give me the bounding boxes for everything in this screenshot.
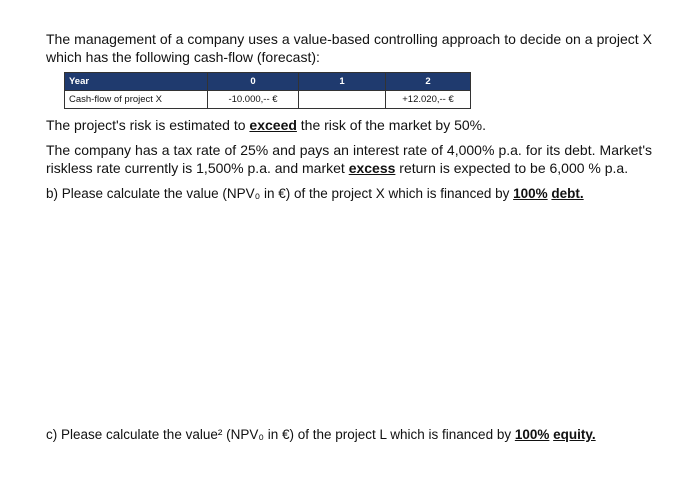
risk-text-before: The project's risk is estimated to <box>46 117 250 133</box>
header-year-1: 1 <box>299 73 386 91</box>
question-b-financing: debt. <box>551 186 584 201</box>
header-year-0: 0 <box>208 73 299 91</box>
question-c-percent: 100% <box>514 427 550 442</box>
table-row <box>65 91 471 109</box>
tax-text-before: The company has a tax rate of 25% and pays an interest rate of 4,000% p.a. for its debt. Market's riskless rate currently is 1,500% p.a. and market <box>46 142 652 176</box>
question-c-text: c) Please calculate the value² (NPV₀ in €) of the project L which is financed by <box>46 427 515 442</box>
row-label: Cash-flow of project X <box>65 91 208 109</box>
cash-flow-year-1 <box>299 91 386 109</box>
intro-paragraph: The management of a company uses a value-based controlling approach to decide on a project X which has the following cash-flow (forecast): <box>46 31 652 65</box>
risk-paragraph <box>46 116 652 134</box>
risk-text-after: the risk of the market by 50%. <box>296 117 486 133</box>
cash-flow-year-2: +12.020,-- € <box>386 91 471 109</box>
table-header-row <box>65 73 471 91</box>
question-b-text: b) Please calculate the value (NPV₀ in €) of the project X which is financed by <box>46 186 514 201</box>
header-year-2: 2 <box>386 73 471 91</box>
cash-flow-table <box>64 72 471 109</box>
question-c-financing: equity. <box>553 427 596 442</box>
tax-paragraph <box>46 141 652 177</box>
question-b-percent: 100% <box>513 186 548 201</box>
tax-text-after: return is expected to be 6,000 % p.a. <box>395 160 629 176</box>
tax-emphasis: excess <box>348 160 396 176</box>
question-b <box>46 185 652 203</box>
risk-emphasis: exceed <box>249 117 297 133</box>
cash-flow-year-0: -10.000,-- € <box>208 91 299 109</box>
exercise-page <box>46 30 652 442</box>
question-c <box>46 426 596 444</box>
header-year: Year <box>65 73 208 91</box>
